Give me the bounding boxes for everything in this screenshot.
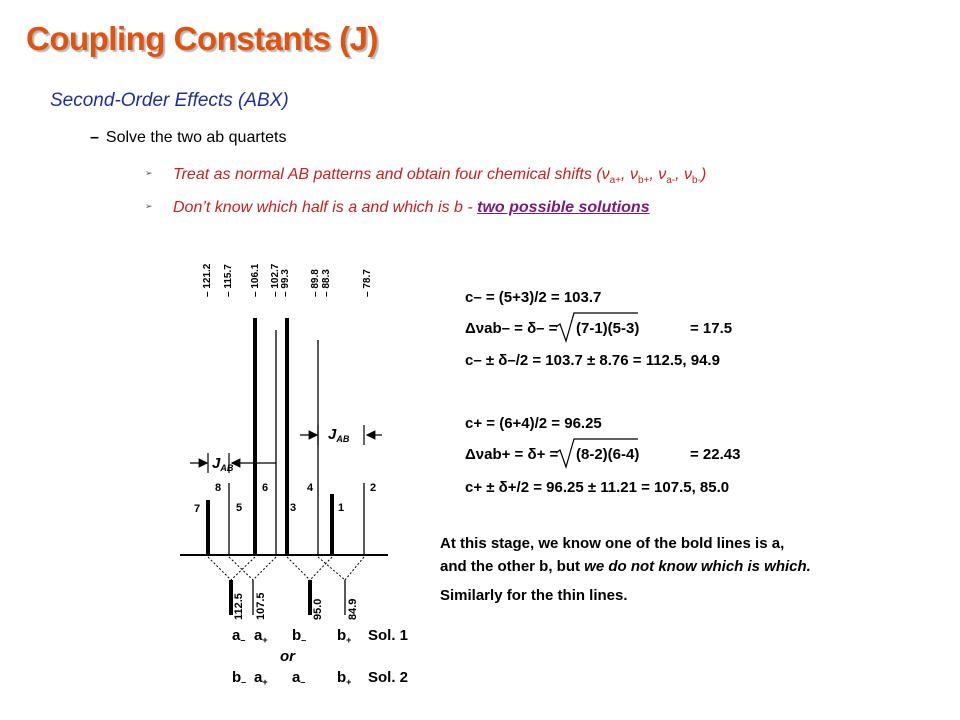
sol2-label-2: $a_+$ — [254, 669, 268, 687]
sol1-label-3: $b_-$ — [292, 627, 307, 645]
subheading-second-order: Second-Order Effects (ABX) — [50, 90, 289, 111]
top-label-89.8: – 89.8 — [310, 269, 321, 297]
shift-a-plus: $\nu_{a+}$ — [601, 166, 622, 187]
top-label-88.3: – 88.3 — [321, 269, 332, 297]
line-number-4: 4 — [307, 482, 314, 494]
sol2-label-3: $a_-$ — [292, 669, 306, 687]
shift-b-plus: $\nu_{b+}$ — [629, 166, 650, 187]
note-line-1: At this stage, we know one of the bold lines is a, — [440, 535, 785, 552]
arrow-bullet-icon: ➢ — [145, 168, 153, 178]
two-solutions-link[interactable]: two possible solutions — [477, 199, 650, 216]
sol1-label-1: $a_-$ — [232, 627, 246, 645]
line-number-5: 5 — [236, 502, 243, 514]
value-95.0: 95.0 — [312, 598, 324, 620]
arrow-bullet-icon: ➢ — [145, 201, 153, 211]
top-label-121.2: – 121.2 — [202, 263, 213, 297]
j-ab-left-label: $J_{AB}$ — [212, 455, 234, 473]
equation-c-plus-pm: c+ ± δ+/2 = 96.25 ± 11.21 = 107.5, 85.0 — [465, 479, 730, 496]
top-label-99.3: – 99.3 — [280, 269, 291, 297]
line-number-1: 1 — [338, 502, 345, 514]
equation-delta-minus: Δνab– = δ– = — [465, 320, 558, 337]
j-ab-right-label: $J_{AB}$ — [328, 426, 350, 444]
shift-b-minus: $\nu_{b-}$ — [684, 166, 701, 187]
equation-c-minus-pm: c– ± δ–/2 = 103.7 ± 8.76 = 112.5, 94.9 — [465, 352, 720, 369]
dash-bullet: – — [90, 129, 99, 146]
bullet-treat-as-ab: ➢ Treat as normal AB patterns and obtain four chemical shifts ($\nu_{a+}$, $\nu_{b+}$, $\nu_{a-}$, $\nu_{b-}$) — [145, 166, 707, 187]
shift-a-minus: $\nu_{a-}$ — [658, 166, 676, 187]
root-expr-plus: (8-2)(6-4) — [576, 446, 640, 463]
solution-1-label: Sol. 1 — [368, 627, 409, 644]
subpoint-solve — [90, 129, 286, 147]
slide-title: Coupling Constants (J) — [26, 20, 378, 57]
subpoint-solve-text: Solve the two ab quartets — [105, 129, 287, 146]
note-line-2: and the other b, but we do not know which is which. — [440, 558, 811, 575]
equation-c-minus: c– = (5+3)/2 = 103.7 — [465, 289, 602, 306]
or-label: or — [280, 648, 295, 665]
top-label-115.7: – 115.7 — [223, 264, 234, 297]
abx-spectrum-figure — [160, 245, 960, 705]
sol1-label-4: $b_+$ — [337, 627, 352, 645]
bullet-two-solutions — [145, 199, 650, 217]
equation-c-plus: c+ = (6+4)/2 = 96.25 — [465, 415, 602, 432]
line-number-2: 2 — [370, 482, 377, 494]
bullet-1-text: Treat as normal AB patterns and obtain four chemical shifts ( — [173, 166, 602, 183]
root-expr-minus: (7-1)(5-3) — [576, 320, 640, 337]
sol1-label-2: $a_+$ — [254, 627, 268, 645]
line-number-7: 7 — [194, 503, 201, 515]
note-line-3: Similarly for the thin lines. — [440, 587, 628, 604]
bullet-2-text: Don’t know which half is a and which is b - — [173, 199, 478, 216]
value-84.9: 84.9 — [347, 598, 359, 620]
solution-2-label: Sol. 2 — [368, 669, 409, 686]
top-label-106.1: – 106.1 — [250, 263, 261, 297]
value-112.5: 112.5 — [233, 593, 245, 620]
top-label-78.7: – 78.7 — [362, 269, 373, 297]
sol2-label-4: $b_+$ — [337, 669, 352, 687]
rhs-plus: = 22.43 — [690, 446, 741, 463]
sol2-label-1: $b_-$ — [232, 669, 247, 687]
value-107.5: 107.5 — [255, 592, 267, 620]
equation-delta-plus: Δνab+ = δ+ = — [465, 446, 559, 463]
line-number-6: 6 — [262, 482, 269, 494]
line-number-8: 8 — [215, 482, 222, 494]
rhs-minus: = 17.5 — [690, 320, 733, 337]
top-label-102.7: – 102.7 — [270, 263, 281, 297]
line-number-3: 3 — [290, 502, 297, 514]
